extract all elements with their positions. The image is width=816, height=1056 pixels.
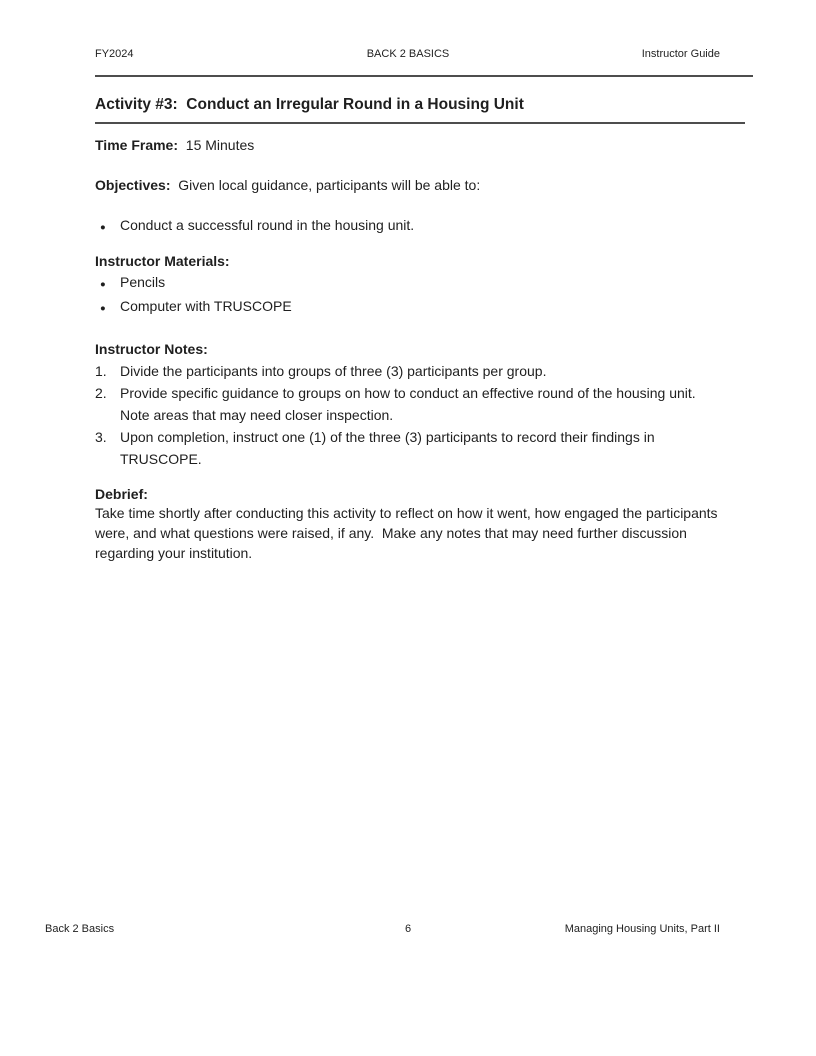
note-item-text: Provide specific guidance to groups on how to conduct an effective round of the housing unit. Note areas that may need closer inspection. [120, 385, 704, 423]
instructor-materials-heading: Instructor Materials: [95, 253, 230, 269]
header-doc-type: Instructor Guide [641, 48, 720, 60]
bullet-icon: ● [100, 279, 106, 290]
note-item-text: Upon completion, instruct one (1) of the three (3) participants to record their findings in TRUSCOPE. [120, 429, 659, 467]
objectives-label: Objectives: [95, 177, 171, 193]
list-item [95, 426, 728, 470]
time-frame-line [95, 135, 720, 155]
material-item-text: Pencils [120, 274, 166, 290]
list-item [95, 215, 720, 239]
footer-course-name: Back 2 Basics [45, 923, 115, 935]
list-number: 3. [95, 429, 107, 445]
objectives-intro: Given local guidance, participants will be able to: [170, 177, 481, 193]
header-fiscal-year: FY2024 [95, 48, 134, 60]
page-header [0, 47, 816, 61]
page-number: 6 [404, 923, 412, 935]
list-item [95, 296, 720, 320]
time-frame-label: Time Frame: [95, 137, 178, 153]
activity-title: Activity #3: Conduct an Irregular Round in a Housing Unit [95, 96, 524, 113]
title-rule [95, 122, 745, 124]
debrief-heading: Debrief: [95, 486, 148, 502]
objectives-line [95, 175, 720, 195]
list-number: 2. [95, 385, 107, 401]
note-item-text: Divide the participants into groups of three (3) participants per group. [120, 363, 547, 379]
header-rule [95, 75, 753, 77]
list-number: 1. [95, 363, 107, 379]
bullet-icon: ● [100, 222, 106, 233]
bullet-icon: ● [100, 302, 106, 314]
footer-section-name: Managing Housing Units, Part II [564, 923, 720, 935]
time-frame-value: 15 Minutes [178, 137, 255, 153]
instructor-materials-list [95, 272, 720, 319]
page-footer [0, 922, 816, 936]
list-item [95, 272, 720, 296]
list-item [95, 360, 728, 382]
instructor-notes-list [95, 360, 728, 470]
instructor-notes-heading: Instructor Notes: [95, 341, 208, 357]
objective-item-text: Conduct a successful round in the housing unit. [120, 217, 415, 233]
header-course-title: BACK 2 BASICS [366, 48, 450, 60]
list-item [95, 382, 728, 426]
debrief-text: Take time shortly after conducting this activity to reflect on how it went, how engaged the participants were, and what questions were raised, if any. Make any notes that may need further discussion regarding your institution. [95, 505, 722, 561]
material-item-text: Computer with TRUSCOPE [120, 297, 292, 314]
objectives-list [95, 215, 720, 239]
